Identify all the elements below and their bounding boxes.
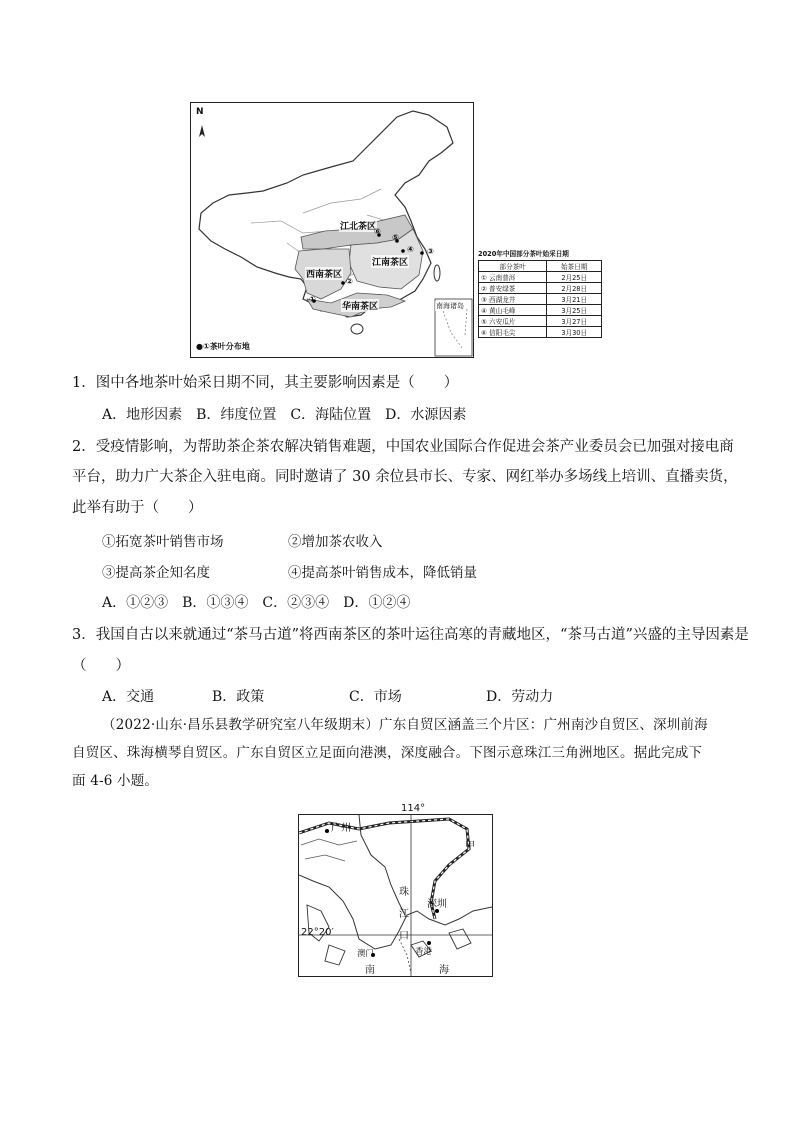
table-cell: ⑥ 信阳毛尖 xyxy=(479,327,547,338)
label-nan: 南 xyxy=(365,965,375,976)
question-3-option-b: B．政策 xyxy=(212,689,265,705)
question-3-option-c: C．市场 xyxy=(349,689,402,705)
table-header: 始茶日期 xyxy=(547,261,602,272)
hainan-island xyxy=(351,324,363,334)
label-shenzhen: 深圳 xyxy=(427,899,447,910)
label-hai: 海 xyxy=(439,965,449,976)
table-cell: 3月27日 xyxy=(547,316,602,327)
table-cell: ④ 黄山毛峰 xyxy=(479,305,547,316)
delta-outline-figure xyxy=(299,815,492,976)
statement-4: ④提高茶叶销售成本，降低销量 xyxy=(288,565,477,581)
label-lat-22-20: 22°20′ xyxy=(301,927,334,938)
passage-line-3: 面 4-6 小题。 xyxy=(72,773,159,789)
question-3-stem-line-2: （ ） xyxy=(72,658,130,674)
label-jiang: 江 xyxy=(399,909,409,920)
table-row xyxy=(479,316,602,327)
label-aomen: 澳门 xyxy=(357,949,375,959)
question-2-options: A．①②③ B．①③④ C．②③④ D．①②④ xyxy=(102,595,411,611)
table-row xyxy=(479,283,602,294)
pearl-river-delta-map xyxy=(298,803,493,977)
question-3-option-d: D．劳动力 xyxy=(486,689,554,705)
question-3-stem-line-1: 3．我国自古以来就通过“茶马古道”将西南茶区的茶叶运往高寒的青藏地区，“茶马古道”兴盛的主导因素是 xyxy=(72,627,749,643)
china-outline-figure xyxy=(191,103,473,357)
table-cell: 3月21日 xyxy=(547,294,602,305)
table-header: 部分茶叶 xyxy=(479,261,547,272)
table-row xyxy=(479,305,602,316)
question-2-stem-line-1: 2．受疫情影响，为帮助茶企茶农解决销售难题，中国农业国际合作促进会茶产业委员会已加强对接电商 xyxy=(72,439,734,455)
table-cell: ③ 西湖龙井 xyxy=(479,294,547,305)
statement-1: ①拓宽茶叶销售市场 xyxy=(102,534,224,550)
table-row xyxy=(479,294,602,305)
region-label-huanan: 华南茶区 xyxy=(341,299,379,312)
table-title: 2020年中国部分茶叶始采日期 xyxy=(478,250,569,258)
china-tea-map xyxy=(190,102,474,358)
table-cell: 3月30日 xyxy=(547,327,602,338)
region-label-jiangbei: 江北茶区 xyxy=(339,219,377,232)
tea-start-date-table xyxy=(478,248,602,338)
question-2-stem-line-2: 平台，助力广大茶企入驻电商。同时邀请了 30 余位县市长、专家、网红举办多场线上培训、直播卖货， xyxy=(72,469,738,485)
region-label-xinan: 西南茶区 xyxy=(305,267,343,280)
passage-line-2: 自贸区、珠海横琴自贸区。广东自贸区立足面向港澳，深度融合。下图示意珠江三角洲地区。据此完成下 xyxy=(72,745,703,761)
question-1-options: A．地形因素 B．纬度位置 C．海陆位置 D．水源因素 xyxy=(102,407,467,423)
point-marker-2: ② xyxy=(346,277,353,286)
south-sea-islands-label: 南海诸岛 xyxy=(436,302,464,310)
table-cell: ① 云南普洱 xyxy=(479,272,547,283)
table-cell: ⑤ 六安瓜片 xyxy=(479,316,547,327)
point-marker-1: ① xyxy=(309,295,316,304)
point-marker-6: ⑥ xyxy=(374,227,381,236)
table-row xyxy=(479,327,602,338)
table-row xyxy=(479,272,602,283)
point-marker-5: ⑤ xyxy=(392,233,399,242)
question-2-stem-line-3: 此举有助于（ ） xyxy=(72,500,203,516)
label-lon-114: 114° xyxy=(401,803,426,814)
point-marker-3: ③ xyxy=(427,247,434,256)
label-zhu: 珠 xyxy=(399,887,409,898)
label-xianggang: 香港 xyxy=(415,947,433,957)
label-kou: 口 xyxy=(399,931,409,942)
table-cell: 2月28日 xyxy=(547,283,602,294)
table-cell: ② 普安绿茶 xyxy=(479,283,547,294)
taiwan-island xyxy=(434,265,440,281)
region-label-jiangnan: 江南茶区 xyxy=(371,255,409,268)
question-1-stem: 1．图中各地茶叶始采日期不同，其主要影响因素是（ ） xyxy=(72,375,459,391)
passage-line-1: （2022·山东·昌乐县教学研究室八年级期末）广东自贸区涵盖三个片区：广州南沙自贸区、深圳前海 xyxy=(102,717,708,733)
statement-3: ③提高茶企知名度 xyxy=(102,565,210,581)
label-jia: 甲 xyxy=(465,841,475,852)
question-3-option-a: A．交通 xyxy=(102,689,155,705)
north-label: N xyxy=(196,107,204,117)
statement-2: ②增加茶农收入 xyxy=(288,534,383,550)
map-legend: ●①茶叶分布地 xyxy=(196,342,250,351)
table-cell: 2月25日 xyxy=(547,272,602,283)
point-marker-4: ④ xyxy=(407,245,414,254)
guangzhou-dot xyxy=(325,829,329,833)
table-cell: 3月25日 xyxy=(547,305,602,316)
label-guangzhou: 广州 xyxy=(331,823,351,834)
table-header-row xyxy=(479,261,602,272)
north-arrow-icon xyxy=(199,125,205,137)
